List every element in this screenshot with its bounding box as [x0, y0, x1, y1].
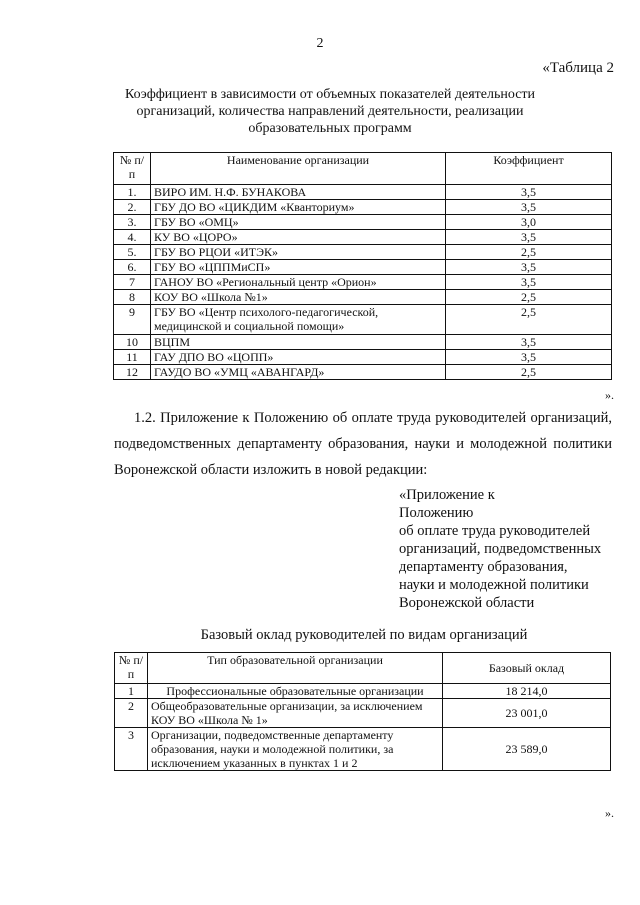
amendment-paragraph — [114, 405, 612, 483]
table-row — [114, 365, 612, 380]
paragraph-text: 1.2. Приложение к Положению об оплате труда руководителей организаций, подведомственных департаменту образования, науки и молодежной политики Воронежской области изложить в новой редакции: — [114, 410, 612, 478]
appendix-line: об оплате труда руководителей — [399, 523, 591, 539]
table-header-row — [115, 653, 611, 684]
table-row — [115, 699, 611, 728]
organization-name: ГБУ ВО «Центр психолого-педагогической, медицинской и социальной помощи» — [151, 305, 446, 335]
row-number: 3. — [114, 215, 151, 230]
base-salary-table — [114, 652, 611, 771]
coefficient-value: 3,5 — [446, 230, 612, 245]
coefficient-value: 3,5 — [446, 200, 612, 215]
row-number: 12 — [114, 365, 151, 380]
row-number: 5. — [114, 245, 151, 260]
row-number: 8 — [114, 290, 151, 305]
organization-name: ГАУДО ВО «УМЦ «АВАНГАРД» — [151, 365, 446, 380]
table2-title: Базовый оклад руководителей по видам организаций — [200, 627, 528, 643]
header-base-salary: Базовый оклад — [443, 653, 611, 684]
organization-name: ВЦПМ — [151, 335, 446, 350]
table-header-row — [114, 153, 612, 185]
appendix-line: организаций, подведомственных — [399, 541, 602, 557]
coefficient-value: 3,5 — [446, 275, 612, 290]
organization-name: ГБУ ВО «ЦППМиСП» — [151, 260, 446, 275]
row-number: 1 — [115, 684, 148, 699]
table-row — [114, 275, 612, 290]
row-number: 2. — [114, 200, 151, 215]
row-number: 11 — [114, 350, 151, 365]
organization-type: Общеобразовательные организации, за исключением КОУ ВО «Школа № 1» — [148, 699, 443, 728]
organization-type: Организации, подведомственные департаменту образования, науки и молодежной политики, за исключением указанных в пунктах 1 и 2 — [148, 728, 443, 771]
table-row — [115, 728, 611, 771]
coefficient-value: 3,5 — [446, 185, 612, 200]
coefficient-value: 3,5 — [446, 350, 612, 365]
table-row — [114, 200, 612, 215]
header-organization: Наименование организации — [151, 153, 446, 185]
coefficient-value: 3,5 — [446, 335, 612, 350]
table-row — [114, 185, 612, 200]
table-marker: «Таблица 2 — [542, 60, 614, 76]
table2-closing-quote: ». — [605, 806, 614, 820]
table-row — [114, 335, 612, 350]
row-number: 2 — [115, 699, 148, 728]
table-row — [114, 350, 612, 365]
table-row — [115, 684, 611, 699]
organization-name: ГАУ ДПО ВО «ЦОПП» — [151, 350, 446, 365]
header-number: № п/п — [114, 153, 151, 185]
table-row — [114, 215, 612, 230]
table-row — [114, 260, 612, 275]
row-number: 3 — [115, 728, 148, 771]
page-number: 2 — [316, 36, 324, 51]
organization-type: Профессиональные образовательные организации — [148, 684, 443, 699]
organization-name: ГАНОУ ВО «Региональный центр «Орион» — [151, 275, 446, 290]
table-row — [114, 245, 612, 260]
table1-title: Коэффициент в зависимости от объемных показателей деятельности организаций, количества направлений деятельности, реализации образовательных программ — [124, 87, 536, 136]
row-number: 1. — [114, 185, 151, 200]
header-organization-type: Тип образовательной организации — [148, 653, 443, 684]
row-number: 7 — [114, 275, 151, 290]
appendix-line: «Приложение к — [399, 487, 495, 503]
organization-name: ГБУ ДО ВО «ЦИКДИМ «Кванториум» — [151, 200, 446, 215]
organization-name: КУ ВО «ЦОРО» — [151, 230, 446, 245]
organization-name: ВИРО ИМ. Н.Ф. БУНАКОВА — [151, 185, 446, 200]
coefficient-value: 2,5 — [446, 290, 612, 305]
coefficient-value: 3,0 — [446, 215, 612, 230]
row-number: 6. — [114, 260, 151, 275]
appendix-header — [399, 486, 619, 612]
organization-name: КОУ ВО «Школа №1» — [151, 290, 446, 305]
appendix-line: департаменту образования, — [399, 559, 568, 575]
table-row — [114, 290, 612, 305]
table-row — [114, 305, 612, 335]
organization-name: ГБУ ВО РЦОИ «ИТЭК» — [151, 245, 446, 260]
appendix-line: науки и молодежной политики — [399, 577, 589, 593]
base-salary-value: 18 214,0 — [443, 684, 611, 699]
coefficient-value: 3,5 — [446, 260, 612, 275]
coefficient-value: 2,5 — [446, 365, 612, 380]
base-salary-value: 23 001,0 — [443, 699, 611, 728]
row-number: 10 — [114, 335, 151, 350]
organization-name: ГБУ ВО «ОМЦ» — [151, 215, 446, 230]
row-number: 9 — [114, 305, 151, 335]
table-row — [114, 230, 612, 245]
coefficient-value: 2,5 — [446, 305, 612, 335]
table1-closing-quote: ». — [605, 388, 614, 402]
base-salary-value: 23 589,0 — [443, 728, 611, 771]
appendix-line: Положению — [399, 505, 474, 521]
header-coefficient: Коэффициент — [446, 153, 612, 185]
header-number: № п/п — [115, 653, 148, 684]
appendix-line: Воронежской области — [399, 595, 535, 611]
row-number: 4. — [114, 230, 151, 245]
coefficient-table — [113, 152, 612, 380]
coefficient-value: 2,5 — [446, 245, 612, 260]
